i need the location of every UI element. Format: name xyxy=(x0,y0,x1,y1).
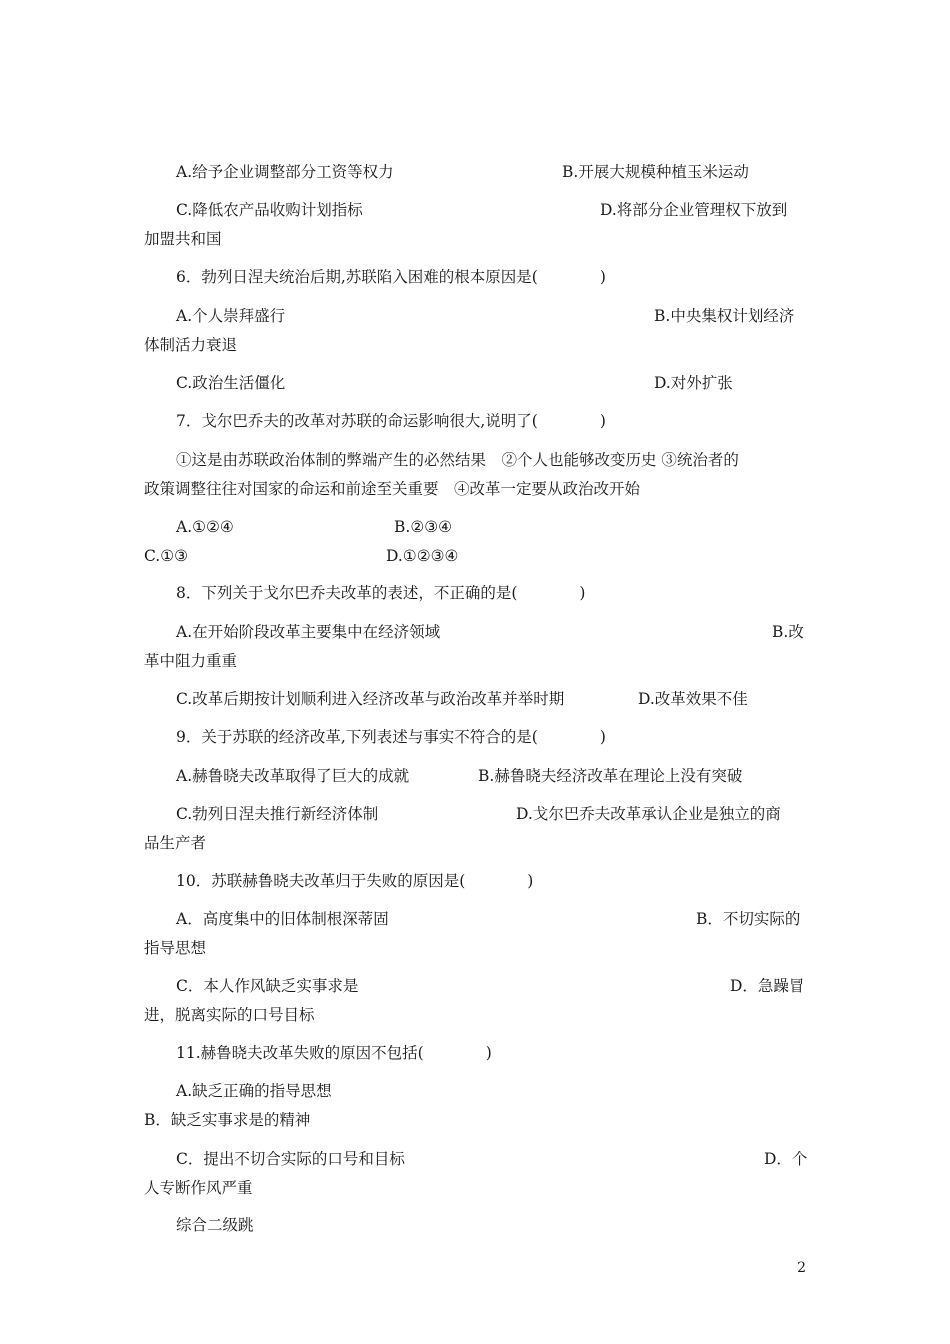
q7-option-d: D.①②③④ xyxy=(386,547,459,565)
question-8: 8．下列关于戈尔巴乔夫改革的表述，不正确的是( ) xyxy=(176,584,586,602)
q10-option-b-cont: 指导思想 xyxy=(144,939,207,957)
question-11: 11.赫鲁晓夫改革失败的原因不包括( ) xyxy=(176,1044,492,1062)
q7-statements: ①这是由苏联政治体制的弊端产生的必然结果 ②个人也能够改变历史 ③统治者的 xyxy=(176,451,739,469)
question-10: 10．苏联赫鲁晓夫改革归于失败的原因是( ) xyxy=(176,872,534,890)
q6-option-a: A.个人崇拜盛行 xyxy=(176,307,286,325)
q9-option-a: A.赫鲁晓夫改革取得了巨大的成就 xyxy=(176,767,410,785)
q5-option-c: C.降低农产品收购计划指标 xyxy=(176,201,363,219)
page-number: 2 xyxy=(797,1260,806,1276)
q5-option-d-cont: 加盟共和国 xyxy=(144,230,222,248)
q5-option-b: B.开展大规模种植玉米运动 xyxy=(562,163,749,181)
q8-option-c: C.改革后期按计划顺利进入经济改革与政治改革并举时期 xyxy=(176,690,565,708)
section-heading: 综合二级跳 xyxy=(176,1216,254,1234)
q9-option-b: B.赫鲁晓夫经济改革在理论上没有突破 xyxy=(478,767,743,785)
q8-option-d: D.改革效果不佳 xyxy=(638,690,748,708)
q11-option-a: A.缺乏正确的指导思想 xyxy=(176,1082,332,1100)
q11-option-b: B．缺乏实事求是的精神 xyxy=(144,1111,311,1129)
question-7: 7．戈尔巴乔夫的改革对苏联的命运影响很大,说明了( ) xyxy=(176,412,606,430)
q10-option-d: D．急躁冒 xyxy=(730,977,805,995)
q7-option-b: B.②③④ xyxy=(394,518,453,536)
q11-option-d: D．个 xyxy=(764,1150,808,1168)
q10-option-d-cont: 进，脱离实际的口号目标 xyxy=(144,1006,315,1024)
q8-option-b: B.改 xyxy=(772,623,804,641)
q5-option-d: D.将部分企业管理权下放到 xyxy=(600,201,788,219)
q7-option-c: C.①③ xyxy=(144,547,189,565)
q6-option-b: B.中央集权计划经济 xyxy=(654,307,795,325)
q6-option-d: D.对外扩张 xyxy=(654,374,733,392)
q7-option-a: A.①②④ xyxy=(176,518,234,536)
q9-option-d-cont: 品生产者 xyxy=(144,834,207,852)
q8-option-a: A.在开始阶段改革主要集中在经济领域 xyxy=(176,623,441,641)
q9-option-c: C.勃列日涅夫推行新经济体制 xyxy=(176,805,379,823)
q10-option-a: A．高度集中的旧体制根深蒂固 xyxy=(176,910,389,928)
q5-option-a: A.给予企业调整部分工资等权力 xyxy=(176,163,394,181)
q11-option-d-cont: 人专断作风严重 xyxy=(144,1179,253,1197)
q10-option-c: C．本人作风缺乏实事求是 xyxy=(176,977,359,995)
q9-option-d: D.戈尔巴乔夫改革承认企业是独立的商 xyxy=(516,805,781,823)
q11-option-c: C．提出不切合实际的口号和目标 xyxy=(176,1150,405,1168)
q6-option-b-cont: 体制活力衰退 xyxy=(144,336,238,354)
q6-option-c: C.政治生活僵化 xyxy=(176,374,286,392)
question-9: 9．关于苏联的经济改革,下列表述与事实不符合的是( ) xyxy=(176,728,606,746)
question-6: 6．勃列日涅夫统治后期,苏联陷入困难的根本原因是( ) xyxy=(176,268,606,286)
q7-statements-cont: 政策调整往往对国家的命运和前途至关重要 ④改革一定要从政治改开始 xyxy=(144,480,641,498)
q10-option-b: B．不切实际的 xyxy=(696,910,801,928)
q8-option-b-cont: 革中阻力重重 xyxy=(144,652,238,670)
